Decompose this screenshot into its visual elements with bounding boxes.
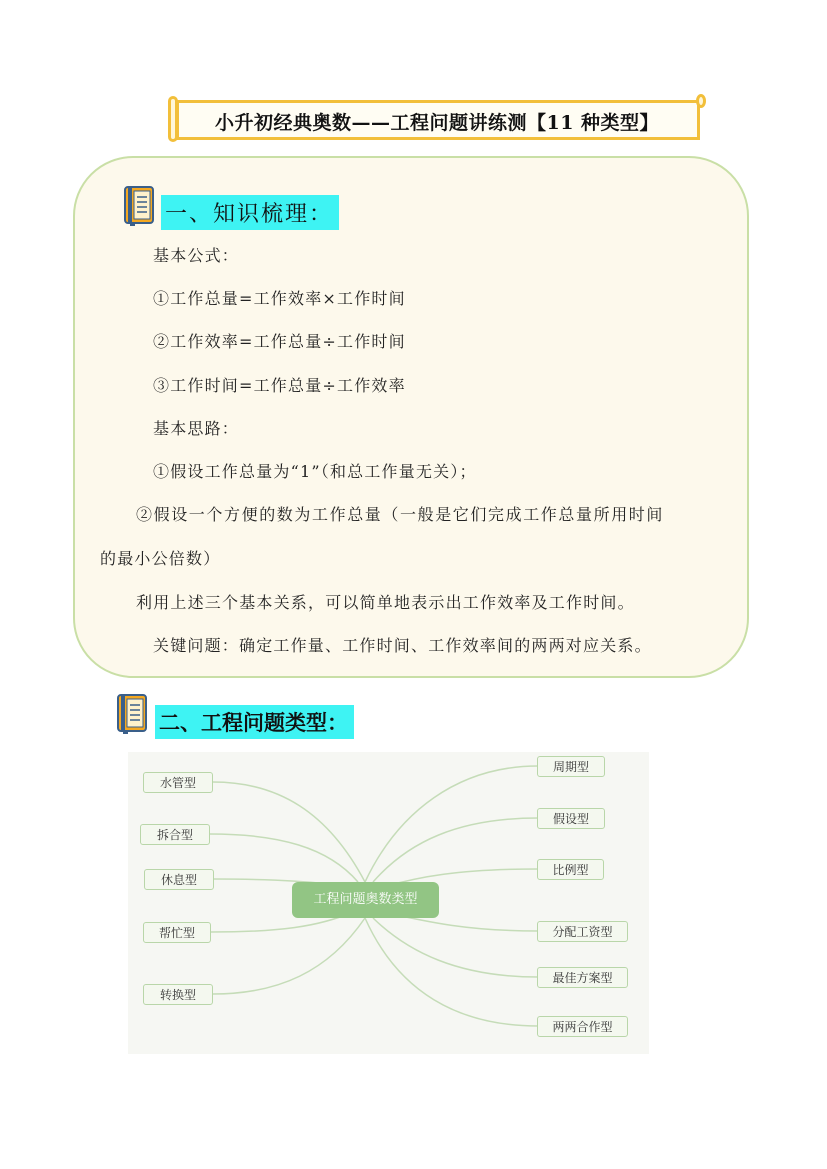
mind-map-node-right: 两两合作型 [537, 1016, 628, 1037]
mind-map-center-node: 工程问题奥数类型 [292, 882, 439, 918]
mind-map-node-right: 比例型 [537, 859, 604, 880]
mind-map-node-right: 假设型 [537, 808, 605, 829]
text-line: ①假设工作总量为“1”（和总工作量无关）； [153, 462, 477, 481]
page-title: 小升初经典奥数——工程问题讲练测【11 种类型】 [214, 112, 660, 134]
mind-map-node-right: 分配工资型 [537, 921, 628, 942]
text-line: 基本公式： [153, 246, 240, 265]
scroll-curl-right [696, 94, 706, 108]
book-icon [117, 694, 147, 734]
text-line: 的最小公倍数） [100, 549, 221, 568]
formula-line: ②工作效率=工作总量÷工作时间 [153, 332, 406, 351]
text-line: ②假设一个方便的数为工作总量（一般是它们完成工作总量所用时间 [136, 505, 665, 524]
mind-map-node-left: 休息型 [144, 869, 214, 890]
mind-map-node-left: 转换型 [143, 984, 213, 1005]
formula-line: ①工作总量=工作效率×工作时间 [153, 289, 406, 308]
title-banner [168, 94, 706, 144]
text-line: 利用上述三个基本关系，可以简单地表示出工作效率及工作时间。 [136, 593, 635, 612]
mind-map-node-right: 最佳方案型 [537, 967, 628, 988]
mind-map [128, 752, 649, 1054]
text-line: 基本思路： [153, 419, 240, 438]
text-line: 关键问题：确定工作量、工作时间、工作效率间的两两对应关系。 [153, 636, 652, 655]
section-heading-types: 二、工程问题类型： [155, 705, 354, 739]
mind-map-node-left: 水管型 [143, 772, 213, 793]
mind-map-node-left: 拆合型 [140, 824, 210, 845]
mind-map-node-right: 周期型 [537, 756, 605, 777]
book-icon [124, 186, 154, 226]
formula-line: ③工作时间=工作总量÷工作效率 [153, 376, 406, 395]
mind-map-node-left: 帮忙型 [143, 922, 211, 943]
section-heading-knowledge: 一、知识梳理： [161, 195, 339, 230]
